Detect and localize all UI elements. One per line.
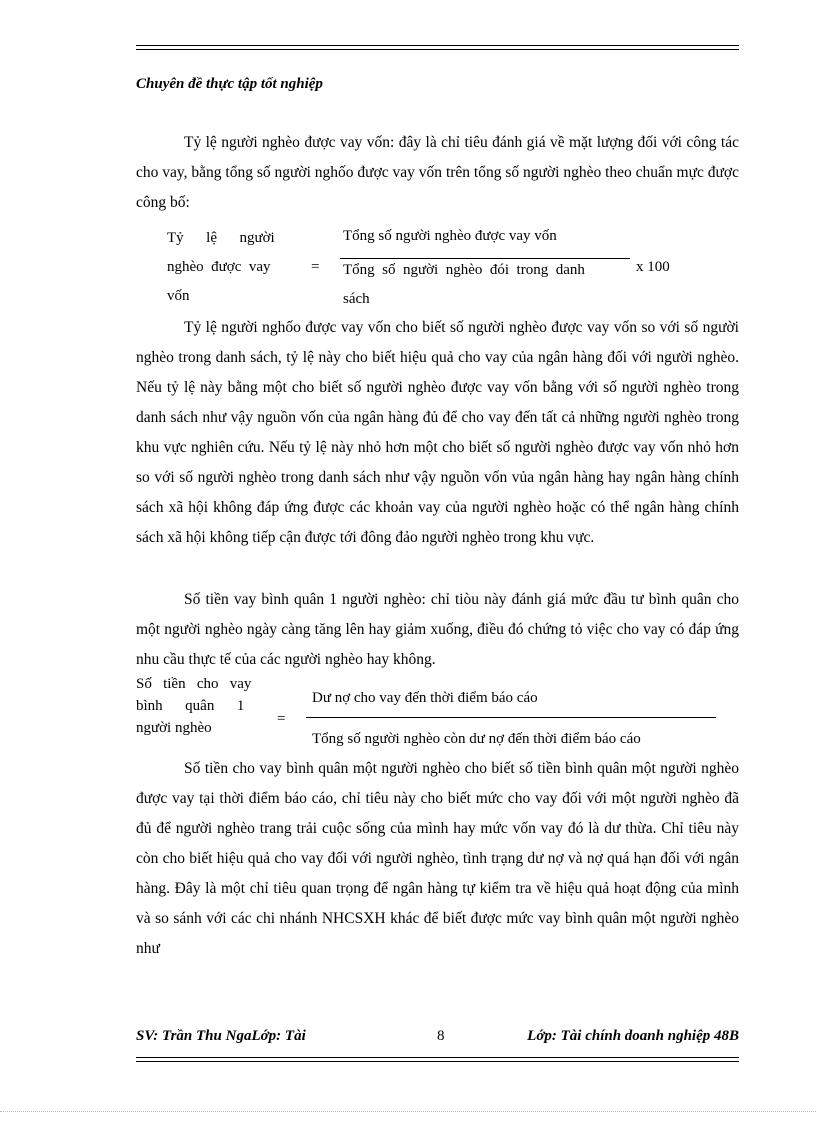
page-number: 8	[437, 1028, 445, 1044]
formula1-equals: =	[311, 259, 320, 275]
header-rule-bottom	[136, 49, 739, 50]
paragraph-1: Tỷ lệ người nghèo được vay vốn: đây là chỉ tiêu đánh giá về mặt lượng đối với công tác cho vay, bằng tổng số người nghốo được vay vốn trên tổng số người nghèo theo chuẩn mực được công bố:	[136, 134, 739, 211]
formula2-equals: =	[277, 711, 286, 727]
footer-student: SV: Trần Thu NgaLớp: Tài	[136, 1028, 306, 1044]
footer-rule-bottom	[136, 1061, 739, 1062]
formula2-denominator: Tổng số người nghèo còn dư nợ đến thời điểm báo cáo	[312, 731, 641, 747]
header-rule-top	[136, 45, 739, 46]
footer-class: Lớp: Tài chính doanh nghiệp 48B	[527, 1028, 739, 1044]
formula1-numerator: Tổng số người nghèo được vay vốn	[343, 228, 557, 244]
page-header-title: Chuyên đề thực tập tốt nghiệp	[136, 76, 323, 92]
formula1-lhs-line3: vốn	[167, 288, 190, 304]
formula1-denominator-line2: sách	[343, 291, 370, 307]
formula1-lhs-line2: nghèo được vay	[167, 259, 271, 275]
formula2-fraction-bar	[306, 717, 716, 718]
formula2-lhs-line2: bình quân 1	[136, 698, 245, 714]
formula2-numerator: Dư nợ cho vay đến thời điểm báo cáo	[312, 690, 538, 706]
paragraph-4: Số tiền cho vay bình quân một người nghèo cho biết số tiền bình quân một người nghèo được vay tại thời điểm báo cáo, chỉ tiêu này cho biết mức cho vay đối với một người nghèo đã đủ để người nghèo trang trải cuộc sống của mình hay mức vốn vay đó là dư thừa. Chỉ tiêu này còn cho biết hiệu quả cho vay đối với người nghèo, tình trạng dư nợ và nợ quá hạn đối với ngân hàng. Đây là một chỉ tiêu quan trọng để ngân hàng tự kiểm tra về hiệu quả hoạt động của mình và so sánh với các chi nhánh NHCSXH khác để biết được mức vay bình quân một người nghèo như	[136, 760, 739, 957]
formula2-lhs-line3: người nghèo	[136, 720, 212, 736]
footer-rule-top	[136, 1057, 739, 1058]
formula1-lhs-line1: Tỷ lệ người	[167, 230, 275, 246]
formula1-multiplier: x 100	[636, 259, 670, 275]
paragraph-2: Tỷ lệ người nghốo được vay vốn cho biết số người nghèo được vay vốn so với số người nghèo trong danh sách, tỷ lệ này cho biết hiệu quả cho vay của ngân hàng đối với người nghèo. Nếu tỷ lệ này bằng một cho biết số người nghèo được vay vốn bằng với số người nghèo trong danh sách như vậy nguồn vốn của ngân hàng đủ để cho vay đến tất cả những người nghèo trong khu vực nghiên cứu. Nếu tỷ lệ này nhỏ hơn một cho biết số người nghèo được vay vốn nhỏ hơn so với số người nghèo trong danh sách như vậy nguồn vốn vủa ngân hàng hay ngân hàng chính sách xã hội không đáp ứng được các khoản vay của người nghèo hoặc có thể ngân hàng chính sách xã hội không tiếp cận được tới đông đảo người nghèo trong khu vực.	[136, 319, 739, 546]
paragraph-3: Số tiền vay bình quân 1 người nghèo: chỉ tiòu này đánh giá mức đầu tư bình quân cho một người nghèo ngày càng tăng lên hay giảm xuống, điều đó chứng tỏ việc cho vay có đáp ứng nhu cầu thực tế của các người nghèo hay không.	[136, 591, 739, 668]
page-edge-dotted-line	[0, 1111, 816, 1112]
formula2-lhs-line1: Số tiền cho vay	[136, 676, 252, 692]
formula1-denominator-line1: Tổng số người nghèo đói trong danh	[343, 262, 585, 278]
